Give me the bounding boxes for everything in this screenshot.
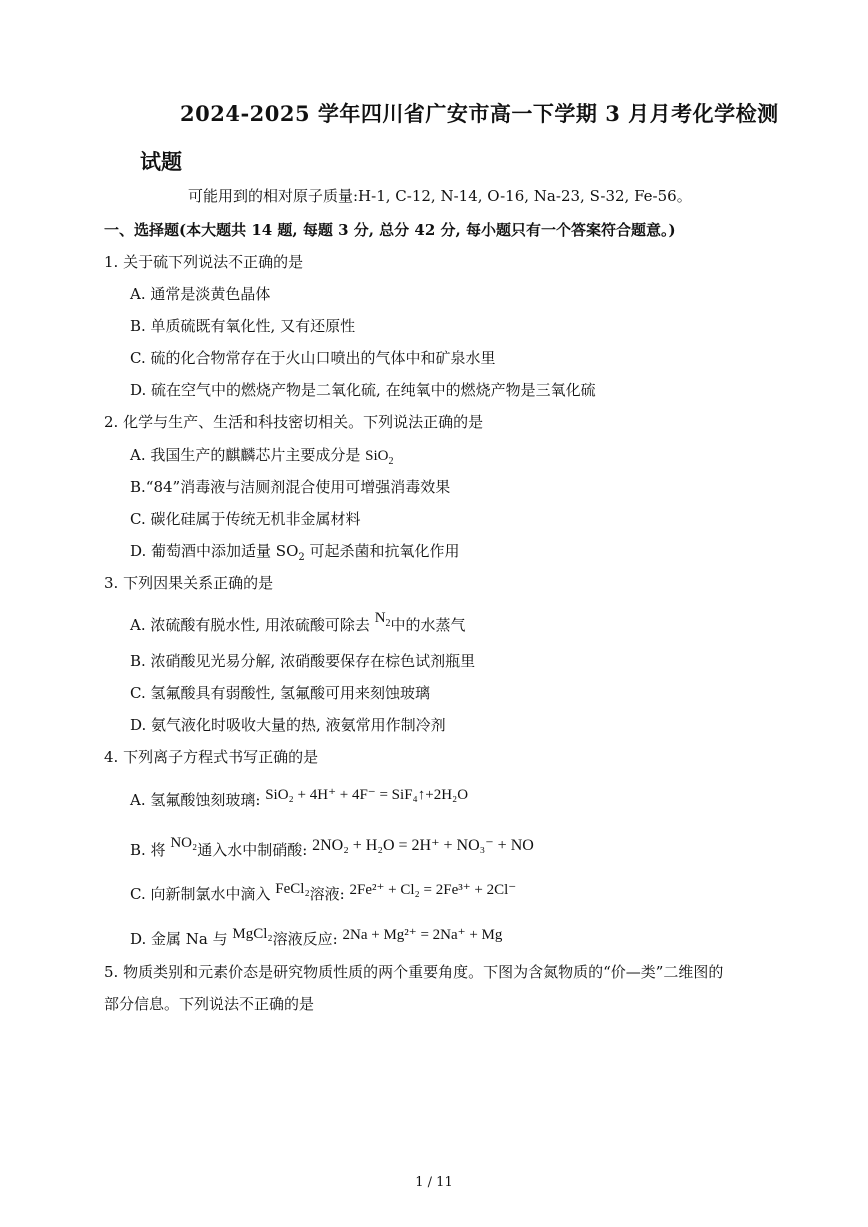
question-2-stem: 2. 化学与生产、生活和科技密切相关。下列说法正确的是 <box>104 413 484 431</box>
question-2-option-a-text: A. 我国生产的麒麟芯片主要成分是 <box>130 446 361 464</box>
formula-mgcl2: MgCl₂ <box>232 926 273 942</box>
question-4-option-c-mid: 溶液: <box>309 885 345 903</box>
question-3-option-d: D. 氨气液化时吸收大量的热, 液氨常用作制冷剂 <box>130 716 446 734</box>
page-number: 1 / 11 <box>415 1175 453 1190</box>
equation-4a: SiO₂ + 4H⁺ + 4F⁻ = SiF₄↑+2H₂O <box>265 787 469 803</box>
question-4-option-a <box>130 787 469 811</box>
question-4-option-b-pre: B. 将 <box>130 841 166 859</box>
question-4-option-b <box>130 835 534 861</box>
question-2-option-d <box>130 541 460 568</box>
question-3-option-b: B. 浓硝酸见光易分解, 浓硝酸要保存在棕色试剂瓶里 <box>130 652 476 670</box>
formula-no2: NO₂ <box>170 835 198 851</box>
formula-n2-base: N <box>374 610 386 626</box>
section-heading: 一、选择题(本大题共 14 题, 每题 3 分, 总分 42 分, 每小题只有一个答案符合题意。) <box>104 221 676 239</box>
question-4-option-c <box>130 881 517 905</box>
question-4-option-d <box>130 926 503 950</box>
question-3-stem: 3. 下列因果关系正确的是 <box>104 574 274 592</box>
question-1-stem: 1. 关于硫下列说法不正确的是 <box>104 253 304 271</box>
question-1-option-c: C. 硫的化合物常存在于火山口喷出的气体中和矿泉水里 <box>130 349 496 367</box>
question-3-option-a-pre: A. 浓硫酸有脱水性, 用浓硫酸可除去 <box>130 616 370 634</box>
question-1-option-a: A. 通常是淡黄色晶体 <box>130 285 271 303</box>
formula-sio2 <box>365 448 394 467</box>
document-title-line1: 2024-2025 学年四川省广安市高一下学期 3 月月考化学检测 <box>180 101 779 126</box>
question-3-option-c: C. 氢氟酸具有弱酸性, 氢氟酸可用来刻蚀玻璃 <box>130 684 431 702</box>
question-5-stem-line1: 5. 物质类别和元素价态是研究物质性质的两个重要角度。下图为含氮物质的“价—类”二维图的 <box>104 963 724 981</box>
question-5-stem-line2: 部分信息。下列说法不正确的是 <box>104 995 315 1013</box>
question-4-option-d-mid: 溶液反应: <box>272 930 338 948</box>
formula-so2-sub: 2 <box>298 552 305 563</box>
document-title-line2: 试题 <box>140 149 182 174</box>
formula-n2 <box>374 610 391 629</box>
question-1-option-b: B. 单质硫既有氧化性, 又有还原性 <box>130 317 356 335</box>
question-3-option-a <box>130 610 466 642</box>
question-4-option-b-mid: 通入水中制硝酸: <box>197 841 308 859</box>
question-4-option-d-pre: D. 金属 Na 与 <box>130 930 228 948</box>
question-2-option-b: B.“84”消毒液与洁厕剂混合使用可增强消毒效果 <box>130 478 451 496</box>
equation-4b: 2NO₂ + H₂O = 2H⁺ + NO₃⁻ + NO <box>312 837 534 854</box>
formula-n2-sub: 2 <box>385 618 391 629</box>
question-3-option-a-post: 中的水蒸气 <box>390 616 466 634</box>
atomic-mass-note: 可能用到的相对原子质量:H-1, C-12, N-14, O-16, Na-23, S-32, Fe-56。 <box>188 187 692 205</box>
question-2-option-d-pre: D. 葡萄酒中添加适量 SO <box>130 542 299 560</box>
question-2-option-a <box>130 445 394 472</box>
formula-sio2-sub: 2 <box>388 456 394 467</box>
question-2-option-c: C. 碳化硅属于传统无机非金属材料 <box>130 510 361 528</box>
question-4-option-c-pre: C. 向新制氯水中滴入 <box>130 885 271 903</box>
formula-fecl2: FeCl₂ <box>275 881 310 897</box>
equation-4d: 2Na + Mg²⁺ = 2Na⁺ + Mg <box>342 927 503 943</box>
question-4-option-a-pre: A. 氢氟酸蚀刻玻璃: <box>130 791 261 809</box>
question-4-stem: 4. 下列离子方程式书写正确的是 <box>104 748 319 766</box>
question-1-option-d: D. 硫在空气中的燃烧产物是二氧化硫, 在纯氧中的燃烧产物是三氧化硫 <box>130 381 596 399</box>
formula-sio2-base: SiO <box>365 448 389 464</box>
equation-4c: 2Fe²⁺ + Cl₂ = 2Fe³⁺ + 2Cl⁻ <box>349 882 517 898</box>
question-2-option-d-post: 可起杀菌和抗氧化作用 <box>304 542 460 560</box>
